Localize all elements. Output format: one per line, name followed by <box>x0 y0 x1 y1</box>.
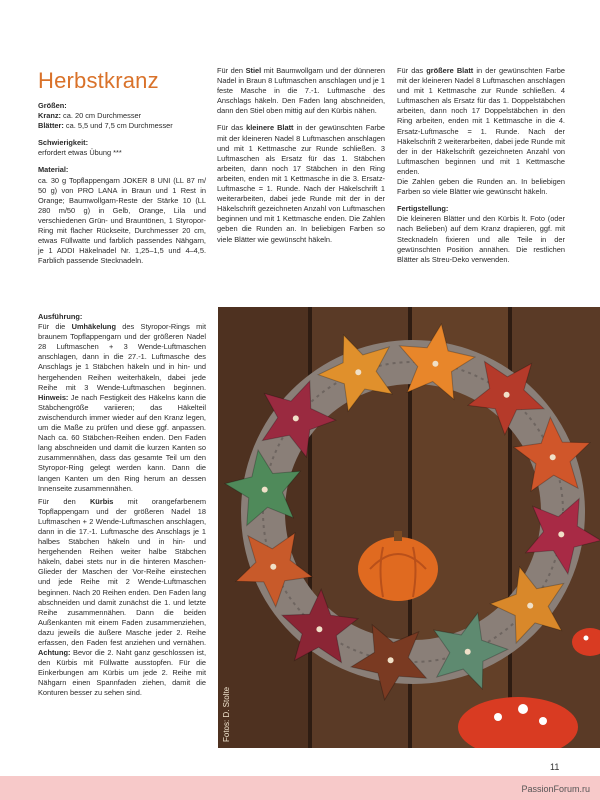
ausfuehrung-p2-c: mit orangefarbenem Topflappengarn und der größeren Nadel 18 Luftmaschen + 2 Wende-Luftmaschen anschlagen, dann in die 17.-1. Luftmasche des Anschlags je 1 halbes Stäbchen häkeln und in hin- und hergehenden Reihen weiter halbe Stäbchen häkeln, dabei stets nur in die hinteren Maschen-Glieder der Maschen der Vor-Reihe einstechen und jede Reihe mit 2 Wende-Luftmaschen beginnen. Nach 20 Reihen enden. Den Faden lang abschneiden und damit zunächst die 1. und letzte Reihe zusammennähen. Dann die beiden Außenkanten mit einem Faden zusammenziehen, dazu jeweils die äußere Masche jeder 2. Reihe erfassen, den Faden fest anziehen und vernähen. <box>38 496 206 647</box>
pin-head <box>465 649 471 655</box>
schwierigkeit-text: erfordert etwas Übung *** <box>38 148 122 158</box>
wreath-photo <box>218 307 600 748</box>
stiel-c: mit Baumwollgarn und der dünneren Nadel in Braun 8 Luftmaschen anschlagen und je 1 feste Masche in die 7.-1. Luftmasche des Anschlags häkeln. Den Faden lang abschneiden, dann den Stiel oben mittig auf den Kürbis nähen. <box>217 66 385 116</box>
fertigstellung-text: Die kleineren Blätter und den Kürbis lt. Foto (oder nach Belieben) auf dem Kranz drapieren, ggf. mit Stecknadeln fixieren und alle Teile in der gewünschten Position annähen. Die restlichen Blätter als Streu-Deko verwenden. <box>397 214 565 264</box>
kleineres-blatt-a: Für das <box>217 123 247 133</box>
kranz-value: ca. 20 cm Durchmesser <box>61 111 142 121</box>
column-left-top <box>38 101 206 273</box>
watermark: PassionForum.ru <box>521 784 590 794</box>
ausfuehrung-p1-d: Hinweis: <box>38 392 69 402</box>
groesseres-blatt-a: Für das <box>397 66 427 75</box>
groesseres-blatt-b: größere Blatt <box>426 66 474 75</box>
page-number: 11 <box>550 762 560 772</box>
ausfuehrung-p2-b: Kürbis <box>89 496 114 506</box>
mushroom-dot <box>539 717 547 725</box>
pin-head <box>293 415 299 421</box>
blaetter-value: ca. 5,5 und 7,5 cm Durchmesser <box>63 121 173 131</box>
ausfuehrung-p2-d: Achtung: <box>38 648 71 658</box>
blaetter-label: Blätter: <box>38 121 64 131</box>
pin-head <box>527 603 533 609</box>
pin-head <box>504 392 510 398</box>
pumpkin-stem <box>394 531 402 541</box>
pin-head <box>262 487 268 493</box>
column-left-bottom <box>38 312 206 706</box>
ausfuehrung-heading: Ausführung: <box>38 312 83 321</box>
material-text: ca. 30 g Topflappengarn JOKER 8 UNI (LL 87 m/ 50 g) von PRO LANA in Braun und 1 Rest in Orange; Baumwollgarn-Reste der Stärke 10 (LL 280 m/50 g) in Gelb, Orange, Lila und verschiedenen Grün- und Brauntönen, 1 Styropor-Ring mit flacher Rückseite, Durchmesser 20 cm, etwas Füllwatte und farblich passendes Nähgarn, je 1 ADDI Häkelnadel Nr. 1,25–1,5 und 4–4,5. Farblich passende Stecknadeln. <box>38 175 206 266</box>
schwierigkeit-heading: Schwierigkeit: <box>38 138 89 148</box>
ausfuehrung-p1-a: Für die <box>38 322 72 332</box>
groesseres-blatt-d: Die Zahlen geben die Runden an. In beliebigen Farben so viele Blätter wie gewünscht häkeln. <box>397 177 565 197</box>
kleineres-blatt-c: in der gewünschten Farbe mit der kleineren Nadel 8 Luftmaschen anschlagen und mit 1 Kettmasche zur Runde schließen. 3 Luftmaschen als Ersatz für das 1. Stäbchen arbeiten, dann noch 17 Stäbchen in den Ring arbeiten, enden mit 1 Kettmasche in die 3. Ersatz-Luftmasche = 1. Runde. Nach der Häkelschrift 1 weiterarbeiten, dabei jede Runde mit der in der Häkelschrift gezeichneten Anzahl von Luftmaschen beginnen und mit 1 Kettmasche enden. Die Zahlen geben die Runden an. In beliebigen Farben so viele Blätter wie gewünscht häkeln. <box>217 123 386 244</box>
wreath-illustration <box>218 307 600 748</box>
ausfuehrung-p2-a: Für den <box>38 496 90 506</box>
groessen-heading: Größen: <box>38 101 67 110</box>
ausfuehrung-p2-e: Bevor die 2. Naht ganz geschlossen ist, den Kürbis mit Füllwatte ausstopfen. Für die Einkerbungen am Kürbis um jede 2. Reihe mit Nähgarn einen Spannfaden ziehen, damit die Konturen besser zu sehen sind. <box>38 648 206 698</box>
ausfuehrung-p1-c: des Styropor-Rings mit braunem Topflappengarn und der größeren Nadel 28 Luftmaschen + 3 Wende-Luftmaschen anschlagen, dann in die 27.-1. Luftmasche des Anschlags je 1 Stäbchen häkeln und in hin- und hergehenden Reihen weiterhäkeln, dabei jede Reihe mit 3 Wende-Luftmaschen beginnen. <box>38 322 206 392</box>
kranz-label: Kranz: <box>38 111 61 121</box>
groesseres-blatt-c: in der gewünschten Farbe mit der kleineren Nadel 8 Luftmaschen anschlagen und mit 1 Kettmasche zur Runde schließen. 4 Luftmaschen als Ersatz für das 1. Doppelstäbchen arbeiten, dann noch 17 Doppelstäbchen in den Ring arbeiten, enden mit 1 Kettmasche in die 4. Ersatz-Luftmasche = 1. Runde. Nach der Häkelschrift 2 weiterarbeiten, dabei jede Runde mit der in der Häkelschrift gezeichneten Anzahl von Luftmaschen beginnen und mit 1 Kettmasche enden. <box>397 66 565 176</box>
pin-head <box>316 626 322 632</box>
column-middle <box>217 66 385 252</box>
mushroom-dot <box>494 713 502 721</box>
column-right <box>397 66 565 272</box>
ausfuehrung-p1-b: Umhäkelung <box>71 322 116 332</box>
pin-head <box>388 657 394 663</box>
stiel-a: Für den <box>217 66 246 75</box>
fertigstellung-heading: Fertigstellung: <box>397 204 449 214</box>
wood-gap <box>308 307 312 748</box>
pin-head <box>432 361 438 367</box>
stiel-b: Stiel <box>245 66 262 75</box>
footer-bar <box>0 776 600 800</box>
page-title: Herbstkranz <box>38 68 159 93</box>
photo-credit: Fotos: D. Stolte <box>222 686 231 742</box>
mushroom-dot <box>518 704 528 714</box>
material-heading: Material: <box>38 165 69 175</box>
pin-head <box>558 531 564 537</box>
mushroom-dot <box>584 636 589 641</box>
ausfuehrung-p1-e: Je nach Festigkeit des Häkelns kann die Stäbchengröße variieren; das Häkelteil zwischendurch immer wieder auf den Kranz legen, um die Maße zu prüfen und diese ggf. anpassen. Nach ca. 60 Stäbchen-Reihen enden. Den Faden lang abschneiden und damit die kurzen Kanten so zusammennähen, dass das gesamte Teil um den Styropor-Ring gelegt werden kann. Dann die langen Kanten um den Ring herum an dessen Innenseite zusammennähen. <box>38 392 206 493</box>
pin-head <box>270 564 276 570</box>
kleineres-blatt-b: kleinere Blatt <box>246 123 294 133</box>
pin-head <box>550 454 556 460</box>
pin-head <box>355 369 361 375</box>
